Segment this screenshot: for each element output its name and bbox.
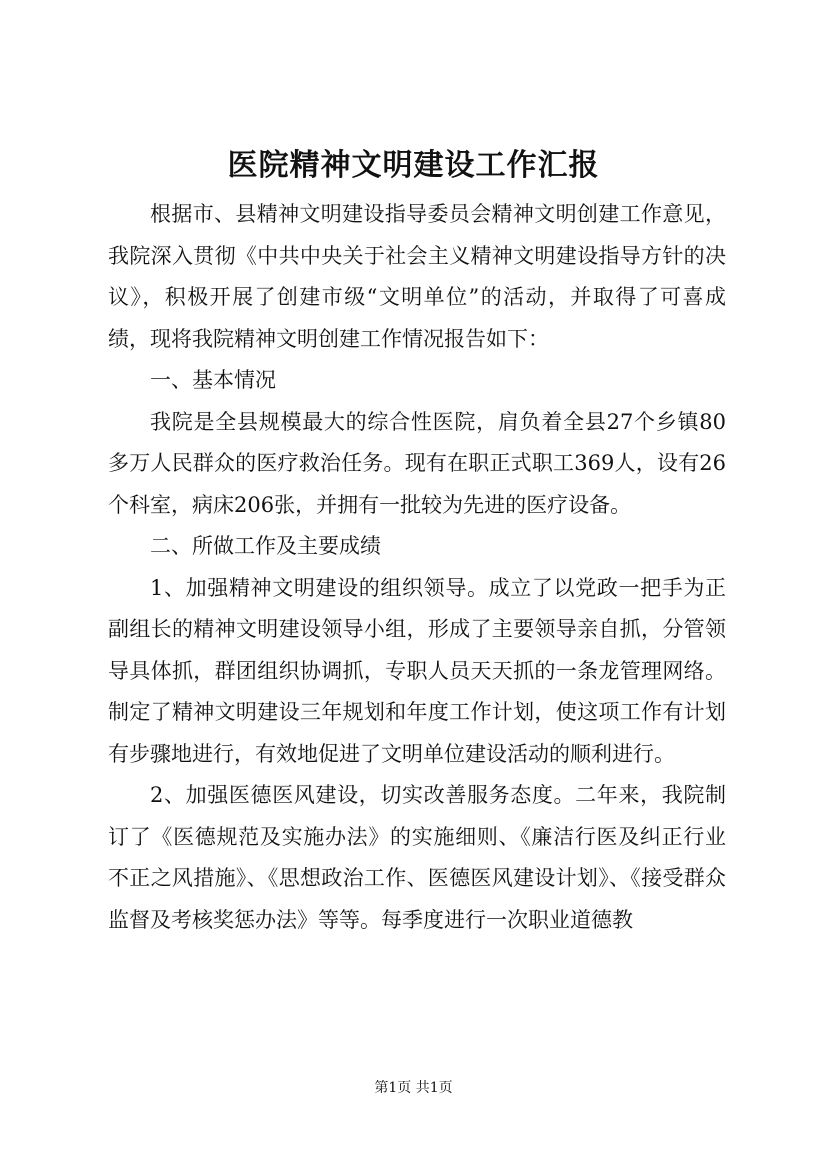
paragraph-medical-ethics: 2、加强医德医风建设，切实改善服务态度。二年来，我院制订了《医德规范及实施办法》的实施细则、《廉洁行医及纠正行业不正之风措施》、《思想政治工作、医德医风建设计划》、《接受群众监督及考核奖惩办法》等等。每季度进行一次职业道德教 <box>108 783 726 932</box>
paragraph-intro: 根据市、县精神文明建设指导委员会精神文明创建工作意见，我院深入贯彻《中共中央关于社会主义精神文明建设指导方针的决议》，积极开展了创建市级“文明单位”的活动，并取得了可喜成绩，现将我院精神文明创建工作情况报告如下： <box>108 202 726 351</box>
paragraph-basic-info: 我院是全县规模最大的综合性医院，肩负着全县27个乡镇80多万人民群众的医疗救治任务。现有在职正式职工369人，设有26个科室，病床206张，并拥有一批较为先进的医疗设备。 <box>108 409 726 517</box>
section-heading-basic-info: 一、基本情况 <box>150 368 276 392</box>
document-title: 医院精神文明建设工作汇报 <box>227 148 600 183</box>
document-body <box>108 194 726 941</box>
page-footer: 第1页 共1页 <box>374 1080 453 1096</box>
paragraph-organization: 1、加强精神文明建设的组织领导。成立了以党政一把手为正副组长的精神文明建设领导小组，形成了主要领导亲自抓，分管领导具体抓，群团组织协调抓，专职人员天天抓的一条龙管理网络。制定了精神文明建设三年规划和年度工作计划，使这项工作有计划有步骤地进行，有效地促进了文明单位建设活动的顺利进行。 <box>108 575 726 766</box>
section-heading-achievements: 二、所做工作及主要成绩 <box>150 534 381 558</box>
